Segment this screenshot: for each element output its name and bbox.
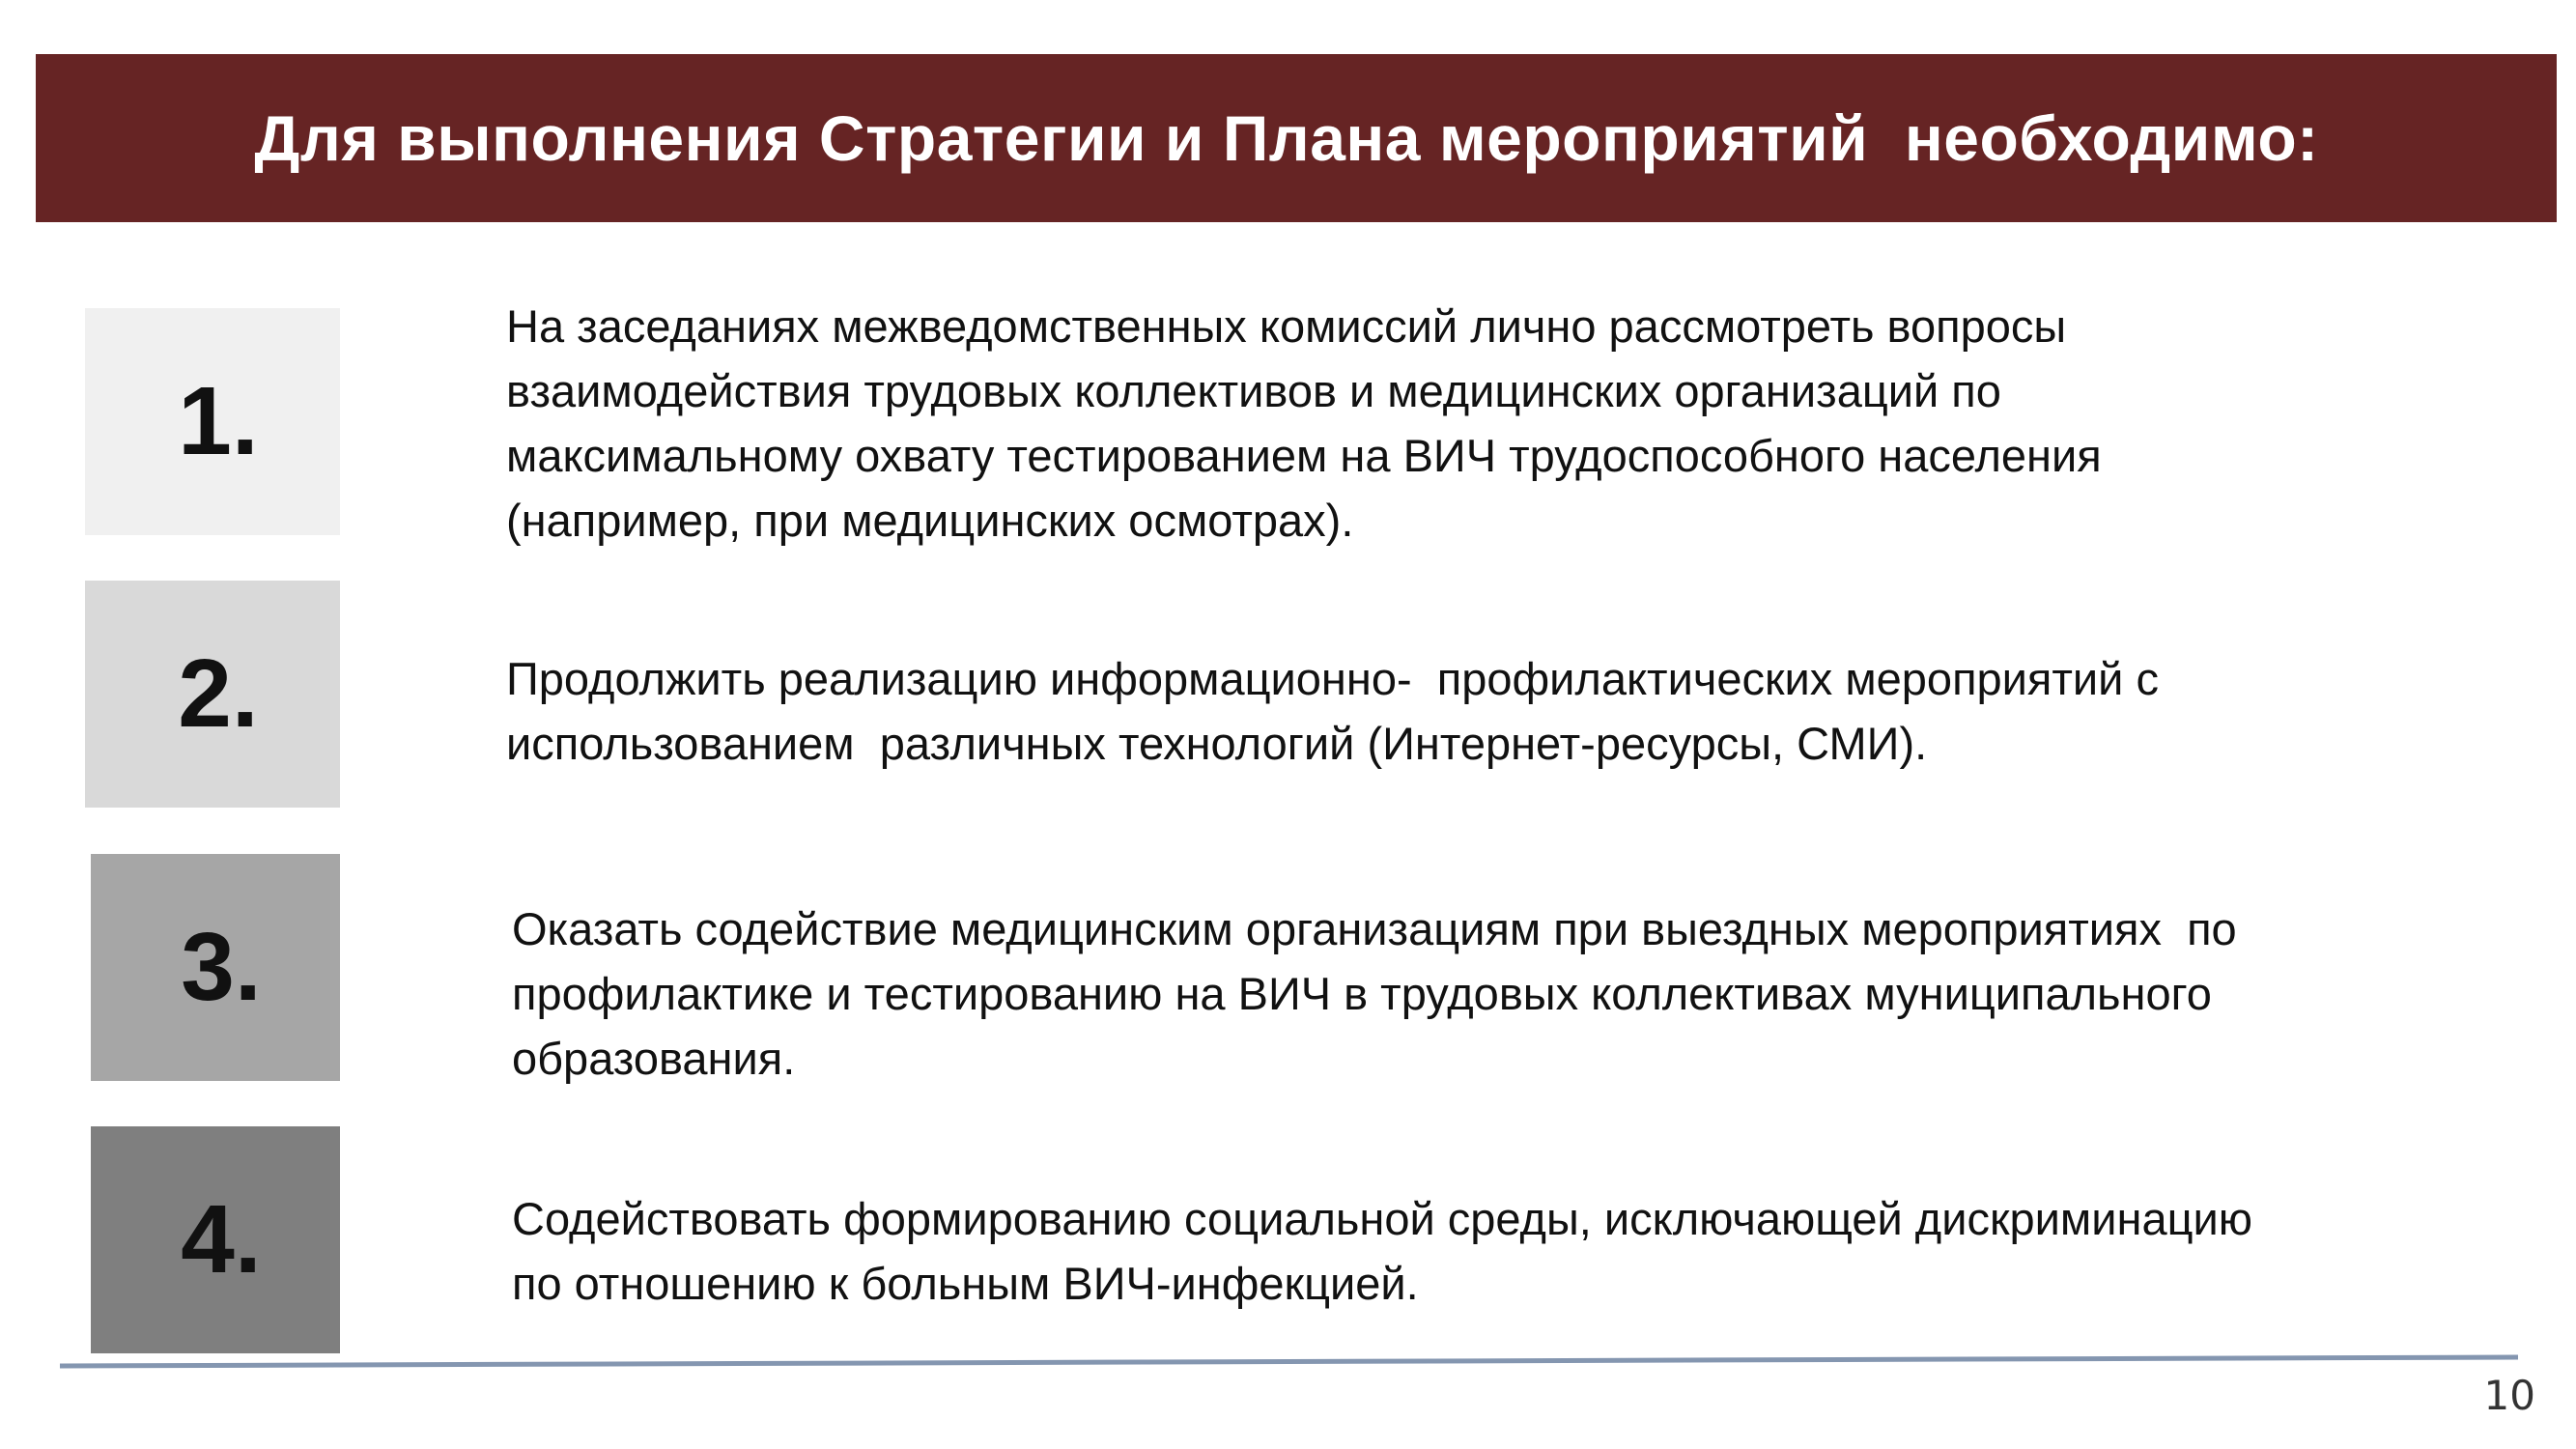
item-1-number-box	[85, 308, 340, 535]
title-bar	[36, 54, 2557, 222]
item-3-number: 3.	[181, 913, 262, 1021]
item-1-text: На заседаниях межведомственных комиссий лично рассмотреть вопросы взаимодействия трудовых коллективов и медицинских организаций по максимальному охвату тестированием на ВИЧ трудоспособного населения (например, при медицинских осмотрах).	[506, 300, 2102, 546]
slide-title: Для выполнения Стратегии и Плана мероприятий необходимо:	[254, 102, 2319, 174]
item-4-number: 4.	[181, 1185, 262, 1293]
item-2-text: Продолжить реализацию информационно- профилактических мероприятий с использованием различных технологий (Интернет-ресурсы, СМИ).	[506, 653, 2159, 769]
page-number: 10	[2483, 1372, 2535, 1419]
item-2-number-box	[85, 581, 340, 808]
item-2-number: 2.	[178, 639, 259, 748]
item-4-text: Содействовать формированию социальной среды, исключающей дискриминацию по отношению к больным ВИЧ-инфекцией.	[512, 1193, 2253, 1309]
item-3-number-box	[91, 854, 340, 1081]
item-4-number-box	[91, 1126, 340, 1353]
item-3-text: Оказать содействие медицинским организациям при выездных мероприятиях по профилактике и тестированию на ВИЧ в трудовых коллективах муниципального образования.	[512, 903, 2237, 1084]
item-1-number: 1.	[178, 367, 259, 475]
